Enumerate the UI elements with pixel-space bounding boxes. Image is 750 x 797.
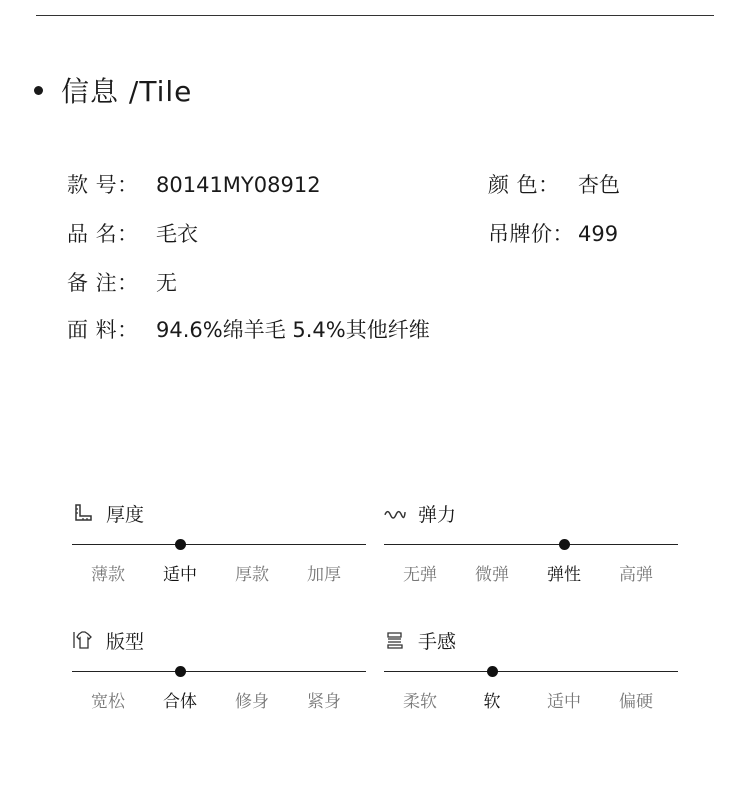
option-2: 弹性 [547, 565, 581, 585]
attribute-options [384, 687, 678, 713]
attribute-options [72, 687, 366, 713]
attribute-header [384, 500, 456, 526]
option-0: 宽松 [91, 692, 125, 712]
attribute-options [72, 560, 366, 586]
attribute-header [384, 627, 456, 653]
top-divider [36, 15, 714, 16]
price-label: 吊牌价： [488, 222, 574, 246]
color-label: 颜 色： [488, 173, 560, 197]
info-name [67, 219, 198, 249]
attribute-selected-dot [559, 539, 570, 550]
attribute-header [72, 627, 144, 653]
option-1: 适中 [163, 565, 197, 585]
option-3: 高弹 [619, 565, 653, 585]
section-header [34, 70, 192, 110]
info-remark [67, 268, 177, 298]
option-1: 合体 [163, 692, 197, 712]
section-title: 信息 /Tile [61, 75, 193, 108]
option-1: 软 [483, 692, 501, 712]
option-0: 无弹 [403, 565, 437, 585]
option-3: 加厚 [307, 565, 341, 585]
info-price [488, 219, 618, 249]
attribute-scale-line [72, 544, 366, 545]
bullet-dot [34, 86, 43, 95]
fabric-value: 94.6%绵羊毛 5.4%其他纤维 [156, 318, 430, 342]
option-1: 微弹 [475, 565, 509, 585]
wave-icon [384, 503, 406, 523]
attribute-scale-line [384, 544, 678, 545]
attribute-selected-dot [175, 539, 186, 550]
tshirt-icon [72, 630, 94, 650]
info-color [488, 170, 620, 200]
option-0: 薄款 [91, 565, 125, 585]
attribute-scale-line [384, 671, 678, 672]
attribute-selected-dot [175, 666, 186, 677]
name-value: 毛衣 [156, 222, 198, 246]
fabric-label: 面 料： [67, 318, 139, 342]
option-3: 紧身 [307, 692, 341, 712]
attribute-title: 版型 [106, 630, 145, 653]
info-style-no [67, 170, 321, 200]
attribute-header [72, 500, 144, 526]
attribute-selected-dot [487, 666, 498, 677]
info-fabric [67, 315, 430, 345]
fabric-stack-icon [384, 630, 406, 650]
remark-value: 无 [156, 271, 177, 295]
attribute-title: 手感 [418, 630, 457, 653]
option-2: 修身 [235, 692, 269, 712]
option-2: 厚款 [235, 565, 269, 585]
option-0: 柔软 [403, 692, 437, 712]
attribute-title: 弹力 [418, 503, 457, 526]
price-value: 499 [578, 222, 619, 246]
style-no-value: 80141MY08912 [156, 173, 321, 197]
attribute-title: 厚度 [106, 503, 145, 526]
ruler-corner-icon [72, 503, 94, 523]
attribute-options [384, 560, 678, 586]
attribute-scale-line [72, 671, 366, 672]
remark-label: 备 注： [67, 271, 139, 295]
name-label: 品 名： [67, 222, 139, 246]
option-2: 适中 [547, 692, 581, 712]
style-no-label: 款 号： [67, 173, 139, 197]
option-3: 偏硬 [619, 692, 653, 712]
color-value: 杏色 [578, 173, 620, 197]
